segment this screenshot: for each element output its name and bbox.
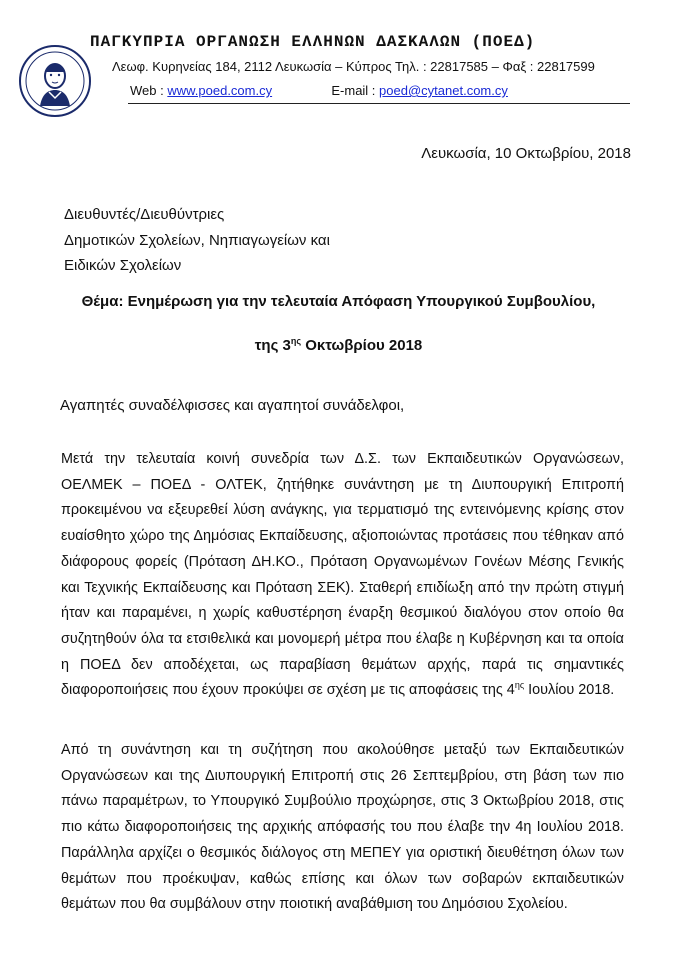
poed-emblem-logo	[18, 44, 92, 118]
body-paragraph-1: Μετά την τελευταία κοινή συνεδρία των Δ.Σ. των Εκπαιδευτικών Οργανώσεων, ΟΕΛΜΕΚ – ΠΟΕΔ - ΟΛΤΕΚ, ζητήθηκε συνάντηση με τη Διυπουργική Επιτροπή προκειμένου να εξευρεθεί λύση ανάγκης, για τερματισμό της εντεινόμενης κρίσης στον ευαίσθητο χώρο της Δημόσιας Εκπαίδευσης, αξιοποιώντας προτάσεις που τέθηκαν από διάφορους φορείς (Πρόταση ΔΗ.ΚΟ., Πρόταση Οργανωμένων Γονέων Μέσης Γενικής και Τεχνικής Εκπαίδευσης και Πρόταση ΣΕΚ). Σταθερή επιδίωξη από την πρώτη στιγμή ήταν και παραμένει, η χωρίς καθυστέρηση έναρξη θεσμικού διαλόγου στον οποίο θα συζητηθούν όλα τα ετσιθελικά και μονομερή μέτρα που έλαβε η Κυβέρνηση και τα οποία η ΠΟΕΔ δεν αποδέχεται, ως παραβίαση θεμάτων αρχής, παρά τις σημαντικές διαφοροποιήσεις που έχουν προκύψει σε σχέση με τις αποφάσεις της $4^{\eta\varsigma}$ Ιουλίου 2018.	[61, 451, 624, 699]
body-paragraph-2: Από τη συνάντηση και τη συζήτηση που ακολούθησε μεταξύ των Εκπαιδευτικών Οργανώσεων και της Διυπουργική Επιτροπή στις 26 Σεπτεμβρίου, στη βάση των πιο πάνω παραμέτρων, το Υπουργικό Συμβούλιο προχώρησε, στις 3 Οκτωβρίου 2018, στις πιο κάτω διαφοροποιήσεις της αρχικής απόφασής του που έλαβε την 4η Ιουλίου 2018. Παράλληλα αρχίζει ο θεσμικός διάλογος στη ΜΕΠΕΥ για οριστική διευθέτηση όλων των θεμάτων που προέκυψαν, καθώς επίσης και όλων των σοβαρών εκπαιδευτικών θεμάτων που θα συμβάλουν στην ποιοτική αναβάθμιση του Δημόσιου Σχολείου.	[61, 742, 624, 913]
addressee-line: Δημοτικών Σχολείων, Νηπιαγωγείων και	[64, 232, 330, 249]
email-label: E-mail :	[331, 83, 376, 98]
organization-name: ΠΑΓΚΥΠΡΙΑ ΟΡΓΑΝΩΣΗ ΕΛΛΗΝΩΝ ΔΑΣΚΑΛΩΝ (ΠΟΕΔ)	[90, 33, 536, 51]
addressee-line: Ειδικών Σχολείων	[64, 257, 182, 274]
subject-date: της $3^{\eta\varsigma}$ Οκτωβρίου 2018	[254, 336, 423, 354]
greeting: Αγαπητές συναδέλφισσες και αγαπητοί συνάδελφοι,	[60, 397, 405, 414]
organization-address: Λεωφ. Κυρηνείας 184, 2112 Λευκωσία – Κύπρος Τηλ. : 22817585 – Φαξ : 22817599	[112, 59, 595, 74]
addressee-line: Διευθυντές/Διευθύντριες	[64, 206, 225, 223]
letterhead-divider	[128, 103, 630, 104]
web-label: Web :	[130, 83, 164, 98]
letter-date: Λευκωσία, 10 Οκτωβρίου, 2018	[421, 145, 631, 162]
subject-heading: Θέμα: Ενημέρωση για την τελευταία Απόφαση Υπουργικού Συμβουλίου,	[81, 293, 596, 310]
email-link[interactable]: poed@cytanet.com.cy	[379, 83, 508, 98]
contact-line	[130, 83, 508, 98]
website-link[interactable]: www.poed.com.cy	[167, 83, 273, 98]
